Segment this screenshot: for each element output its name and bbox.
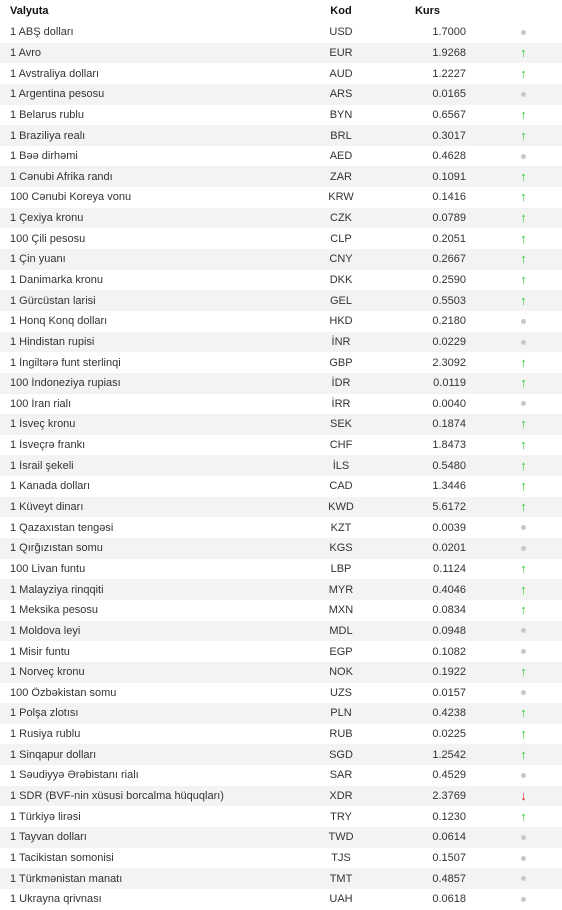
- arrow-up-icon: ↑: [520, 375, 527, 391]
- currency-name: 1 Avstraliya dolları: [10, 67, 100, 80]
- table-row: [0, 724, 562, 745]
- table-row: [0, 683, 562, 704]
- currency-code: HKD: [329, 315, 353, 328]
- trend-cell: [485, 727, 562, 741]
- currency-name: 1 Malayziya rinqqiti: [10, 583, 104, 596]
- currency-name: 1 Bəə dirhəmi: [10, 150, 78, 163]
- arrow-up-icon: ↑: [520, 189, 527, 205]
- table-row: [0, 786, 562, 807]
- exchange-rate: 0.0165: [432, 88, 466, 101]
- table-row: [0, 538, 562, 559]
- currency-name: 1 Sinqapur dolları: [10, 748, 97, 761]
- trend-cell: [485, 522, 562, 534]
- currency-name: 100 İndoneziya rupiası: [10, 377, 121, 390]
- exchange-rate: 0.0119: [433, 377, 466, 390]
- arrow-up-icon: ↑: [520, 44, 527, 60]
- trend-cell: [485, 438, 562, 452]
- unchanged-dot-icon: [521, 340, 526, 345]
- exchange-rate: 0.0789: [432, 212, 466, 225]
- header-code: Kod: [330, 5, 352, 17]
- trend-cell: [485, 211, 562, 225]
- unchanged-dot-icon: [521, 525, 526, 530]
- unchanged-dot-icon: [521, 154, 526, 159]
- trend-cell: [485, 398, 562, 410]
- exchange-rate: 0.2180: [432, 315, 466, 328]
- trend-cell: [485, 625, 562, 637]
- currency-code: NOK: [329, 666, 353, 679]
- currency-code: CNY: [329, 253, 353, 266]
- table-row: [0, 43, 562, 64]
- trend-cell: [485, 232, 562, 246]
- exchange-rate: 0.2667: [432, 253, 466, 266]
- table-row: [0, 806, 562, 827]
- table-header: [0, 0, 562, 22]
- exchange-rate: 0.3017: [432, 129, 466, 142]
- currency-code: LBP: [330, 562, 352, 575]
- currency-name: 1 İngiltərə funt sterlinqi: [10, 356, 121, 369]
- currency-code: AUD: [329, 67, 353, 80]
- currency-code: UZS: [330, 686, 352, 699]
- currency-name: 1 Belarus rublu: [10, 108, 84, 121]
- exchange-rate: 0.4238: [432, 707, 466, 720]
- exchange-rate: 0.0040: [432, 397, 466, 410]
- currency-name: 1 Hindistan rupisi: [10, 335, 95, 348]
- table-row: [0, 455, 562, 476]
- arrow-up-icon: ↑: [520, 127, 527, 143]
- currency-code: KWD: [328, 501, 354, 514]
- currency-code: MXN: [328, 604, 354, 617]
- currency-name: 1 Qazaxıstan tengəsi: [10, 521, 114, 534]
- header-rate: Kurs: [414, 5, 441, 17]
- trend-cell: [485, 170, 562, 184]
- trend-cell: [485, 542, 562, 554]
- table-row: [0, 187, 562, 208]
- unchanged-dot-icon: [521, 690, 526, 695]
- arrow-up-icon: ↑: [520, 581, 527, 597]
- currency-code: CZK: [330, 212, 352, 225]
- table-row: [0, 600, 562, 621]
- unchanged-dot-icon: [521, 897, 526, 902]
- currency-name: 1 SDR (BVF-nin xüsusi borcalma hüquqları): [10, 790, 224, 803]
- table-row: [0, 373, 562, 394]
- trend-cell: [485, 273, 562, 287]
- table-row: [0, 63, 562, 84]
- trend-cell: [485, 46, 562, 60]
- currency-name: 1 Rusiya rublu: [10, 728, 81, 741]
- currency-code: AED: [329, 150, 353, 163]
- exchange-rate: 0.6567: [432, 108, 466, 121]
- currency-code: SGD: [329, 748, 353, 761]
- table-row: [0, 352, 562, 373]
- currency-code: RUB: [329, 728, 353, 741]
- table-row: [0, 703, 562, 724]
- exchange-rate: 0.4628: [432, 150, 466, 163]
- table-row: [0, 848, 562, 869]
- exchange-rate: 0.4529: [432, 769, 466, 782]
- currency-code: GBP: [329, 356, 353, 369]
- currency-code: TWD: [328, 831, 354, 844]
- exchange-rate: 0.0618: [432, 893, 466, 906]
- trend-cell: [485, 500, 562, 514]
- table-row: [0, 84, 562, 105]
- table-row: [0, 105, 562, 126]
- table-row: [0, 125, 562, 146]
- table-row: [0, 22, 562, 43]
- currency-name: 1 Cənubi Afrika randı: [10, 170, 113, 183]
- arrow-up-icon: ↑: [520, 292, 527, 308]
- exchange-rate: 0.5503: [432, 294, 466, 307]
- header-currency: Valyuta: [10, 5, 49, 17]
- table-row: [0, 311, 562, 332]
- currency-name: 1 Kanada dolları: [10, 480, 91, 493]
- exchange-rate: 0.4046: [432, 583, 466, 596]
- arrow-up-icon: ↑: [520, 65, 527, 81]
- unchanged-dot-icon: [521, 773, 526, 778]
- trend-cell: [485, 26, 562, 38]
- table-row: [0, 497, 562, 518]
- currency-name: 1 İsveçrə frankı: [10, 439, 86, 452]
- currency-code: KZT: [330, 521, 352, 534]
- table-row: [0, 290, 562, 311]
- currency-code: TMT: [329, 872, 353, 885]
- currency-name: 1 Türkmənistan manatı: [10, 872, 123, 885]
- currency-code: TRY: [330, 810, 352, 823]
- trend-cell: [485, 315, 562, 327]
- exchange-rate: 0.0201: [432, 542, 466, 555]
- currency-code: BYN: [329, 108, 353, 121]
- currency-code: CAD: [329, 480, 353, 493]
- currency-name: 1 Tayvan dolları: [10, 831, 87, 844]
- exchange-rate: 0.1091: [432, 170, 466, 183]
- trend-cell: [485, 417, 562, 431]
- currency-name: 100 Çili pesosu: [10, 232, 86, 245]
- exchange-rate: 0.1874: [432, 418, 466, 431]
- arrow-down-icon: ↓: [520, 788, 527, 804]
- currency-name: 1 Küveyt dinarı: [10, 501, 84, 514]
- table-row: [0, 559, 562, 580]
- currency-name: 1 Polşa zlotısı: [10, 707, 79, 720]
- exchange-rate: 0.0225: [432, 728, 466, 741]
- exchange-rate: 1.3446: [432, 480, 466, 493]
- currency-code: XDR: [329, 790, 353, 803]
- currency-code: EUR: [329, 46, 353, 59]
- trend-cell: [485, 706, 562, 720]
- exchange-rate: 0.1230: [432, 810, 466, 823]
- arrow-up-icon: ↑: [520, 560, 527, 576]
- table-row: [0, 414, 562, 435]
- exchange-rate: 0.5480: [432, 459, 466, 472]
- arrow-up-icon: ↑: [520, 437, 527, 453]
- arrow-up-icon: ↑: [520, 106, 527, 122]
- currency-code: İNR: [331, 335, 351, 348]
- currency-name: 1 Meksika pesosu: [10, 604, 99, 617]
- arrow-up-icon: ↑: [520, 168, 527, 184]
- exchange-rate: 0.0039: [432, 521, 466, 534]
- currency-code: TJS: [331, 851, 351, 864]
- exchange-rate: 0.0157: [432, 686, 466, 699]
- unchanged-dot-icon: [521, 856, 526, 861]
- trend-cell: [485, 687, 562, 699]
- arrow-up-icon: ↑: [520, 251, 527, 267]
- trend-cell: [485, 108, 562, 122]
- currency-name: 1 Çin yuanı: [10, 253, 66, 266]
- currency-name: 100 İran rialı: [10, 397, 72, 410]
- currency-code: MDL: [329, 624, 353, 637]
- table-row: [0, 394, 562, 415]
- trend-cell: [485, 252, 562, 266]
- trend-cell: [485, 190, 562, 204]
- table-row: [0, 332, 562, 353]
- currency-code: İDR: [331, 377, 351, 390]
- exchange-rate: 1.8473: [432, 439, 466, 452]
- table-row: [0, 621, 562, 642]
- exchange-rate: 1.9268: [432, 46, 466, 59]
- currency-code: BRL: [330, 129, 352, 142]
- table-row: [0, 868, 562, 889]
- table-row: [0, 579, 562, 600]
- table-row: [0, 765, 562, 786]
- trend-cell: [485, 294, 562, 308]
- unchanged-dot-icon: [521, 319, 526, 324]
- currency-code: ARS: [329, 88, 353, 101]
- currency-name: 1 Ukrayna qrivnası: [10, 893, 102, 906]
- table-row: [0, 228, 562, 249]
- trend-cell: [485, 459, 562, 473]
- arrow-up-icon: ↑: [520, 499, 527, 515]
- currency-name: 1 İsveç kronu: [10, 418, 76, 431]
- currency-name: 1 Səudiyyə Ərəbistanı rialı: [10, 769, 139, 782]
- trend-cell: [485, 479, 562, 493]
- unchanged-dot-icon: [521, 876, 526, 881]
- exchange-rate: 0.2590: [432, 274, 466, 286]
- table-body: [0, 22, 562, 910]
- trend-cell: [485, 562, 562, 576]
- table-row: [0, 208, 562, 229]
- exchange-rate: 0.0229: [432, 335, 466, 348]
- trend-cell: [485, 852, 562, 864]
- trend-cell: [485, 646, 562, 658]
- currency-name: 1 Misir funtu: [10, 645, 70, 658]
- currency-code: SAR: [329, 769, 353, 782]
- arrow-up-icon: ↑: [520, 272, 527, 287]
- table-row: [0, 249, 562, 270]
- exchange-rate: 0.0948: [432, 624, 466, 637]
- currency-name: 100 Cənubi Koreya vonu: [10, 191, 132, 204]
- arrow-up-icon: ↑: [520, 354, 527, 370]
- currency-name: 1 Argentina pesosu: [10, 88, 105, 101]
- exchange-rate: 0.1507: [432, 851, 466, 864]
- unchanged-dot-icon: [521, 835, 526, 840]
- unchanged-dot-icon: [521, 92, 526, 97]
- currency-name: 1 Gürcüstan larisi: [10, 294, 96, 307]
- table-row: [0, 517, 562, 538]
- trend-cell: [485, 873, 562, 885]
- table-row: [0, 744, 562, 765]
- currency-code: ZAR: [330, 170, 352, 183]
- trend-cell: [485, 150, 562, 162]
- currency-code: DKK: [329, 274, 353, 286]
- currency-name: 1 Tacikistan somonisi: [10, 851, 114, 864]
- trend-cell: [485, 893, 562, 905]
- currency-name: 1 İsrail şekeli: [10, 459, 74, 472]
- trend-cell: [485, 336, 562, 348]
- arrow-up-icon: ↑: [520, 416, 527, 432]
- currency-code: PLN: [330, 707, 352, 720]
- table-row: [0, 476, 562, 497]
- currency-code: SEK: [329, 418, 352, 431]
- table-row: [0, 146, 562, 167]
- exchange-rate: 0.1922: [432, 666, 466, 679]
- unchanged-dot-icon: [521, 401, 526, 406]
- exchange-rate: 0.1082: [432, 645, 466, 658]
- currency-code: USD: [329, 26, 353, 39]
- currency-code: MYR: [328, 583, 354, 596]
- trend-cell: [485, 88, 562, 100]
- trend-cell: [485, 665, 562, 679]
- table-row: [0, 641, 562, 662]
- exchange-rate: 5.6172: [432, 501, 466, 514]
- table-row: [0, 166, 562, 187]
- unchanged-dot-icon: [521, 649, 526, 654]
- unchanged-dot-icon: [521, 30, 526, 35]
- currency-code: GEL: [329, 294, 352, 307]
- currency-name: 1 Danimarka kronu: [10, 274, 103, 286]
- currency-name: 1 Çexiya kronu: [10, 212, 84, 225]
- trend-cell: [485, 67, 562, 81]
- table-row: [0, 435, 562, 456]
- trend-cell: [485, 356, 562, 370]
- currency-code: EGP: [329, 645, 353, 658]
- currency-code: İRR: [331, 397, 351, 410]
- currency-code: KGS: [329, 542, 353, 555]
- arrow-up-icon: ↑: [520, 746, 527, 762]
- currency-code: CLP: [330, 232, 352, 245]
- exchange-rate: 0.4857: [432, 872, 466, 885]
- table-row: [0, 270, 562, 291]
- arrow-up-icon: ↑: [520, 230, 527, 246]
- arrow-up-icon: ↑: [520, 705, 527, 721]
- exchange-rate: 0.2051: [432, 232, 466, 245]
- exchange-rate: 0.1416: [432, 191, 466, 204]
- currency-name: 1 ABŞ dolları: [10, 26, 74, 39]
- exchange-rate: 1.7000: [432, 26, 466, 39]
- unchanged-dot-icon: [521, 546, 526, 551]
- trend-cell: [485, 748, 562, 762]
- currency-name: 100 Livan funtu: [10, 562, 86, 575]
- exchange-rate: 0.0834: [432, 604, 466, 617]
- arrow-up-icon: ↑: [520, 808, 527, 824]
- currency-name: 1 Honq Konq dolları: [10, 315, 108, 328]
- trend-cell: [485, 810, 562, 824]
- trend-cell: [485, 603, 562, 617]
- arrow-up-icon: ↑: [520, 478, 527, 494]
- trend-cell: [485, 376, 562, 390]
- table-row: [0, 662, 562, 683]
- unchanged-dot-icon: [521, 628, 526, 633]
- currency-code: CHF: [329, 439, 353, 452]
- table-row: [0, 889, 562, 910]
- currency-name: 1 Qırğızıstan somu: [10, 542, 103, 555]
- exchange-rate: 1.2542: [432, 748, 466, 761]
- arrow-up-icon: ↑: [520, 602, 527, 618]
- currency-code: KRW: [328, 191, 354, 204]
- trend-cell: [485, 769, 562, 781]
- currency-code: İLS: [332, 459, 350, 472]
- trend-cell: [485, 583, 562, 597]
- trend-cell: [485, 831, 562, 843]
- exchange-rate: 1.2227: [432, 67, 466, 80]
- trend-cell: [485, 129, 562, 143]
- currency-name: 1 Türkiyə lirəsi: [10, 810, 81, 823]
- exchange-rate: 0.1124: [433, 562, 466, 575]
- exchange-rate: 0.0614: [432, 831, 466, 844]
- trend-cell: [485, 789, 562, 803]
- exchange-rate: 2.3769: [432, 790, 466, 803]
- table-row: [0, 827, 562, 848]
- exchange-rate: 2.3092: [432, 356, 466, 369]
- currency-name: 1 Norveç kronu: [10, 666, 85, 679]
- currency-name: 1 Avro: [10, 46, 41, 59]
- arrow-up-icon: ↑: [520, 726, 527, 742]
- currency-name: 1 Moldova leyi: [10, 624, 81, 637]
- currency-code: UAH: [329, 893, 353, 906]
- arrow-up-icon: ↑: [520, 664, 527, 680]
- arrow-up-icon: ↑: [520, 457, 527, 473]
- currency-name: 100 Özbəkistan somu: [10, 686, 117, 699]
- arrow-up-icon: ↑: [520, 210, 527, 226]
- currency-name: 1 Braziliya realı: [10, 129, 86, 142]
